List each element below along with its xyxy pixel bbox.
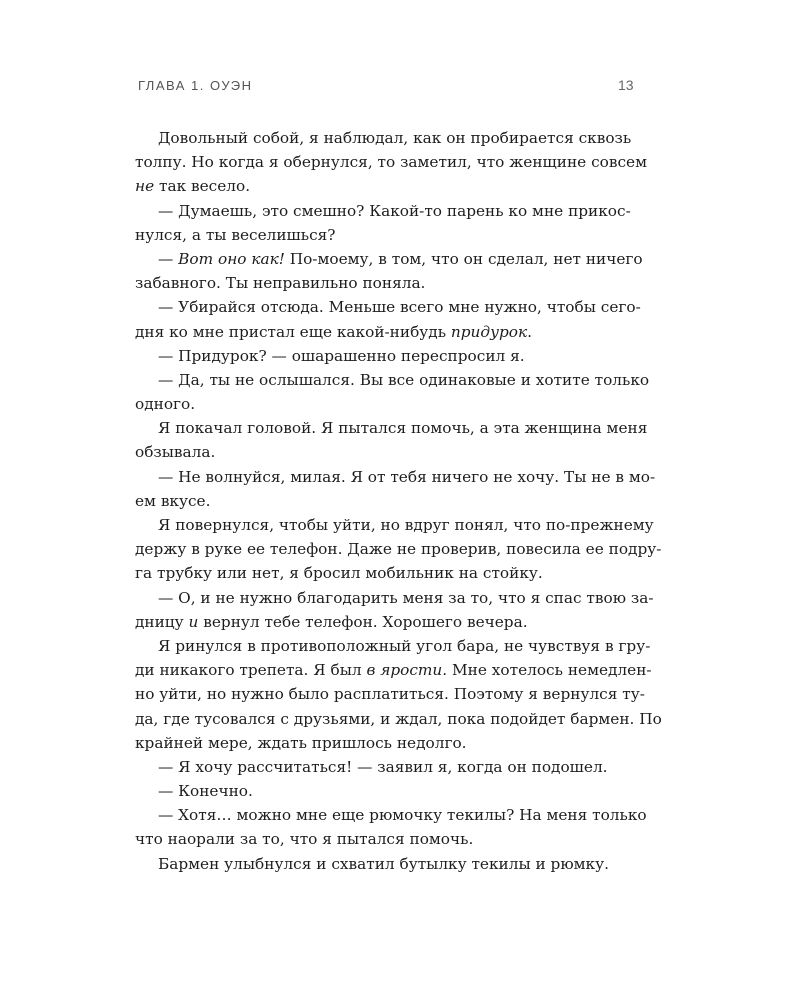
text-segment: — О, и не нужно благодарить меня за то, что я спас твою за- (158, 588, 654, 607)
text-segment: так весело. (154, 177, 251, 196)
text-line (158, 465, 656, 489)
paragraph (135, 465, 656, 513)
text-line (135, 658, 652, 682)
paragraph (135, 586, 654, 634)
text-line (135, 223, 638, 247)
text-line (135, 707, 662, 731)
text-line (135, 150, 647, 174)
text-segment: — Да, ты не ослышался. Вы все одинаковые и хотите только (158, 370, 650, 389)
text-line (135, 610, 638, 634)
text-segment: крайней мере, ждать пришлось недолго. (135, 733, 467, 752)
text-line (158, 755, 638, 779)
paragraph (135, 803, 647, 851)
text-segment: По-моему, в том, что он сделал, нет ничего (284, 249, 643, 268)
paragraph (135, 126, 647, 199)
text-segment: — Я хочу рассчитаться! — заявил я, когда он подошел. (158, 757, 608, 776)
text-line (158, 368, 650, 392)
text-segment: забавного. Ты неправильно поняла. (135, 274, 426, 293)
paragraph (135, 368, 650, 416)
text-segment: одного. (135, 395, 196, 414)
text-segment: Я ринулся в противоположный угол бара, не чувствуя в гру- (158, 636, 651, 655)
text-segment: Я повернулся, чтобы уйти, но вдруг понял, что по-прежнему (158, 516, 654, 534)
text-line (135, 537, 662, 561)
italic-text: Вот оно как! (178, 249, 285, 268)
text-segment: но уйти, но нужно было расплатиться. Поэтому я вернулся ту- (135, 685, 645, 704)
page-number: 13 (618, 77, 634, 93)
text-segment: га трубку или нет, я бросил мобильник на стойку. (135, 564, 543, 583)
paragraph (158, 779, 638, 803)
text-segment: — Убирайся отсюда. Меньше всего мне нужно, чтобы сего- (158, 298, 641, 317)
text-segment: дницу (135, 612, 189, 631)
text-line (158, 852, 638, 876)
text-segment: ем вкусе. (135, 491, 211, 510)
text-segment: . Мне хотелось немедлен- (442, 661, 652, 680)
text-line (135, 271, 638, 295)
text-segment: — Думаешь, это смешно? Какой-то парень ко мне прикос- (158, 201, 631, 220)
text-line (158, 586, 654, 610)
italic-text: не (135, 177, 155, 196)
text-line (158, 199, 638, 223)
paragraph (135, 247, 643, 295)
italic-text: и (188, 612, 199, 631)
text-line (158, 634, 651, 658)
text-line (158, 513, 654, 537)
text-segment: Довольный собой, я наблюдал, как он пробирается сквозь (158, 129, 632, 147)
text-line (135, 440, 638, 464)
text-line (158, 803, 647, 827)
body-text (135, 126, 662, 876)
running-head: ГЛАВА 1. ОУЭН (138, 78, 253, 93)
text-segment: ди никакого трепета. Я был (135, 661, 367, 680)
text-segment: обзывала. (135, 443, 216, 462)
paragraph (158, 852, 638, 876)
text-segment: да, где тусовался с друзьями, и ждал, пока подойдет бармен. По (135, 709, 662, 728)
text-segment: Бармен улыбнулся и схватил бутылку текилы и рюмку. (158, 854, 609, 873)
text-segment: — Придурок? — ошарашенно переспросил я. (158, 346, 525, 365)
text-line (158, 295, 641, 319)
text-segment: вернул тебе телефон. Хорошего вечера. (198, 612, 528, 631)
paragraph (135, 295, 641, 343)
text-line (158, 247, 643, 271)
paragraph (135, 416, 648, 464)
text-line (158, 126, 638, 150)
text-segment: — (158, 249, 179, 268)
paragraph (135, 199, 638, 247)
italic-text: в ярости (366, 661, 443, 680)
text-segment: держу в руке ее телефон. Даже не проверив, повесила ее подру- (135, 540, 662, 559)
paragraph (158, 755, 638, 779)
text-segment: . (527, 322, 532, 341)
text-segment: толпу. Но когда я обернулся, то заметил, что женщине совсем (135, 153, 647, 172)
text-segment: — Конечно. (158, 782, 253, 801)
text-segment: нулся, а ты веселишься? (135, 225, 336, 244)
text-line (135, 320, 638, 344)
text-line (135, 392, 638, 416)
paragraph (158, 344, 638, 368)
text-line (135, 682, 645, 706)
paragraph (135, 634, 662, 755)
text-segment: что наорали за то, что я пытался помочь. (135, 830, 474, 849)
text-segment: Я покачал головой. Я пытался помочь, а эта женщина меня (158, 419, 648, 438)
text-segment: — Хотя… можно мне еще рюмочку текилы? На меня только (158, 806, 647, 825)
text-segment: — Не волнуйся, милая. Я от тебя ничего не хочу. Ты не в мо- (158, 467, 656, 486)
italic-text: придурок (450, 322, 528, 341)
text-line (135, 731, 638, 755)
text-line (135, 561, 638, 585)
text-segment: дня ко мне пристал еще какой-нибудь (135, 322, 451, 341)
text-line (135, 174, 638, 198)
text-line (158, 344, 638, 368)
text-line (158, 416, 648, 440)
text-line (158, 779, 638, 803)
paragraph (135, 513, 662, 586)
text-line (135, 827, 638, 851)
text-line (135, 489, 638, 513)
